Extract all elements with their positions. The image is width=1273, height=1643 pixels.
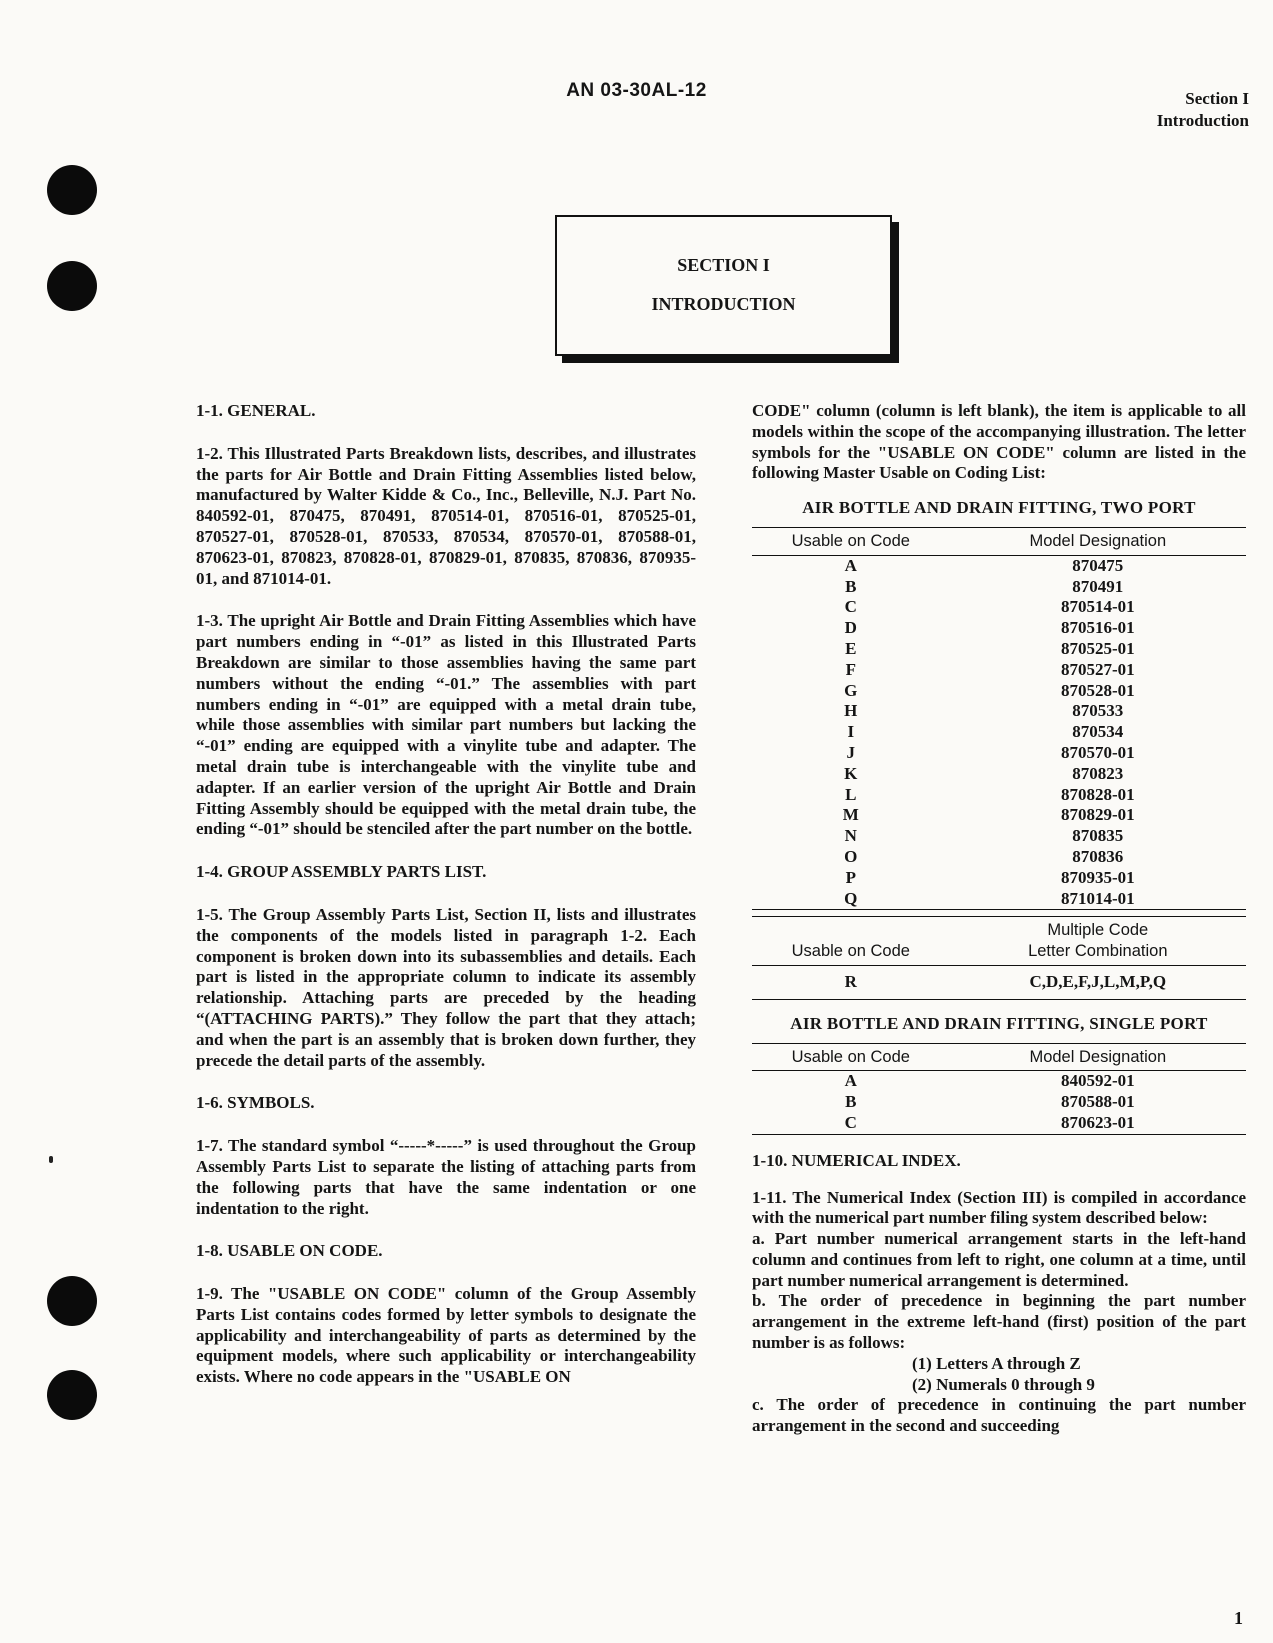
table-cell: 870528-01 <box>1060 680 1135 700</box>
table-two-port-title: AIR BOTTLE AND DRAIN FITTING, TWO PORT <box>802 498 1196 518</box>
table-body <box>752 1071 1246 1134</box>
list-subitem-b2: (2) Numerals 0 through 9 <box>912 1374 1095 1394</box>
table-row <box>752 618 1246 639</box>
table-row <box>752 965 1246 999</box>
table-cell: B <box>845 1092 857 1112</box>
table-row <box>752 743 1246 764</box>
para-1-7: 1-7. The standard symbol “-----*-----” is used throughout the Group Assembly Parts List to separate the listing of attaching parts from the following parts that have the same indentation or one indentation to the right. <box>196 1136 696 1218</box>
table-header: Usable on Code <box>752 1043 950 1071</box>
table-row <box>752 722 1246 743</box>
table-cell: G <box>844 680 858 700</box>
margin-mark <box>49 1156 53 1163</box>
para-1-4: 1-4. GROUP ASSEMBLY PARTS LIST. <box>196 862 487 882</box>
table-row <box>752 577 1246 598</box>
table-cell: B <box>845 576 857 596</box>
table-cell: D <box>844 618 857 638</box>
table-body <box>752 555 1246 910</box>
table-row <box>752 826 1246 847</box>
para-1-3: 1-3. The upright Air Bottle and Drain Fitting Assemblies which have part numbers ending in “-01” as listed in this Illustrated Parts Breakdown are similar to those assemblies having the same part numbers without the ending “-01.” The assemblies with part numbers ending in “-01” are equipped with a metal drain tube, while those assemblies with similar part numbers but lacking the “-01” ending are equipped with a vinylite tube and adapter. The metal drain tube is interchangeable with the vinylite tube and adapter. If an earlier version of the upright Air Bottle and Drain Fitting Assembly should be equipped with the metal drain tube, the ending “-01” should be stenciled after the part number on the bottle. <box>196 611 696 839</box>
table-row <box>752 660 1246 681</box>
table-cell: 870527-01 <box>1060 659 1135 679</box>
table-header <box>950 917 1246 966</box>
section-subtitle: INTRODUCTION <box>651 294 796 314</box>
table-cell: 870835 <box>1072 826 1124 846</box>
table-cell: 870828-01 <box>1060 784 1135 804</box>
table-header: Usable on Code <box>752 917 950 966</box>
list-item-a: a. Part number numerical arrangement starts in the left-hand column and continues from left to right, one column at a time, until part number numerical arrangement is determined. <box>752 1229 1246 1290</box>
table-cell: R <box>752 965 950 999</box>
section-title-box <box>555 215 892 356</box>
table-cell: E <box>845 638 857 658</box>
table-cell: 870514-01 <box>1060 597 1135 617</box>
table-row <box>752 1113 1246 1134</box>
table-cell: C <box>752 1113 950 1134</box>
binder-hole <box>47 1276 97 1326</box>
table-cell: 870829-01 <box>1060 805 1135 825</box>
list-item-b: b. The order of precedence in beginning the part number arrangement in the extreme left-hand (first) position of the part number is as follows: <box>752 1291 1246 1353</box>
page-number: 1 <box>1234 1608 1243 1628</box>
document-id: AN 03-30AL-12 <box>566 80 707 101</box>
left-column <box>196 401 696 1388</box>
table-cell: 870534 <box>1072 722 1124 742</box>
table-cell: F <box>845 659 856 679</box>
table-cell: 870588-01 <box>1060 1092 1135 1112</box>
table-cell: A <box>844 1071 857 1091</box>
para-1-1: 1-1. GENERAL. <box>196 401 316 420</box>
table-row <box>752 701 1246 722</box>
table-row <box>752 785 1246 806</box>
binder-hole <box>47 1370 97 1420</box>
section-sublabel: Introduction <box>1156 111 1249 130</box>
table-cell: 870836 <box>1072 846 1124 866</box>
para-1-9-continued: CODE" column (column is left blank), the item is applicable to all models within the scope of the accompanying illustration. The letter symbols for the "USABLE ON CODE" column are listed in the following Master Usable on Coding List: <box>752 401 1246 483</box>
table-cell: K <box>844 763 858 783</box>
table-row <box>752 597 1246 618</box>
table-header-line: Letter Combination <box>1028 942 1168 961</box>
para-1-6: 1-6. SYMBOLS. <box>196 1093 315 1113</box>
table-row <box>752 1092 1246 1113</box>
table-cell: 870525-01 <box>1060 638 1135 658</box>
binder-hole <box>47 261 97 311</box>
table-cell: C <box>844 597 857 617</box>
table-single-port-title: AIR BOTTLE AND DRAIN FITTING, SINGLE PORT <box>790 1013 1208 1033</box>
table-cell: 871014-01 <box>950 889 1246 910</box>
table-cell: 870823 <box>1072 763 1124 783</box>
table-cell: 870516-01 <box>1060 618 1135 638</box>
table-cell: 840592-01 <box>1060 1071 1135 1091</box>
table-cell: O <box>844 846 858 866</box>
para-1-9: 1-9. The "USABLE ON CODE" column of the Group Assembly Parts List contains codes formed by letter symbols to designate the applicability and interchangeability of parts as determined by the equipment models, where such applicability or interchangeability exists. Where no code appears in the "USABLE ON <box>196 1284 696 1387</box>
table-cell: Q <box>752 889 950 910</box>
right-column <box>752 401 1246 1437</box>
table-header: Usable on Code <box>752 527 950 555</box>
table-cell: I <box>847 722 855 742</box>
table-row <box>752 681 1246 702</box>
table-cell: 870623-01 <box>950 1113 1246 1134</box>
table-row <box>752 555 1246 576</box>
table-cell: 870570-01 <box>1060 742 1135 762</box>
table-row <box>752 847 1246 868</box>
table-cell: 870491 <box>1072 576 1124 596</box>
table-cell: 870533 <box>1072 701 1124 721</box>
table-header-line: Multiple Code <box>1047 921 1149 940</box>
table-cell: A <box>844 555 857 575</box>
table-cell: N <box>844 826 857 846</box>
para-1-11: 1-11. The Numerical Index (Section III) is compiled in accordance with the numerical part number filing system described below: <box>752 1187 1246 1228</box>
table-row <box>752 1071 1246 1092</box>
table-cell: P <box>845 867 856 887</box>
para-1-2: 1-2. This Illustrated Parts Breakdown lists, describes, and illustrates the parts for Air Bottle and Drain Fitting Assemblies listed below, manufactured by Walter Kidde & Co., Inc., Belleville, N.J. Part No. 840592-01, 870475, 870491, 870514-01, 870516-01, 870525-01, 870527-01, 870528-01, 870533, 870534, 870570-01, 870588-01, 870623-01, 870823, 870828-01, 870829-01, 870835, 870836, 870935-01, and 871014-01. <box>196 443 696 588</box>
section-header <box>1157 88 1249 132</box>
list-subitem-b1: (1) Letters A through Z <box>912 1353 1081 1373</box>
para-1-8: 1-8. USABLE ON CODE. <box>196 1241 383 1261</box>
table-row <box>752 764 1246 785</box>
table-cell: C,D,E,F,J,L,M,P,Q <box>950 965 1246 999</box>
binder-hole <box>47 165 97 215</box>
table-header: Model Designation <box>950 1043 1246 1071</box>
table-row <box>752 889 1246 910</box>
para-1-10: 1-10. NUMERICAL INDEX. <box>752 1150 961 1170</box>
table-cell: M <box>842 805 859 825</box>
table-row <box>752 868 1246 889</box>
table-cell: J <box>846 742 856 762</box>
table-header: Model Designation <box>950 527 1246 555</box>
table-cell: H <box>844 701 858 721</box>
table-cell: L <box>845 784 857 804</box>
table-two-port <box>752 527 1246 910</box>
table-single-port <box>752 1043 1246 1135</box>
list-item-c: c. The order of precedence in continuing the part number arrangement in the second and succeeding <box>752 1395 1246 1436</box>
table-cell: 870475 <box>1072 555 1124 575</box>
table-row <box>752 805 1246 826</box>
para-1-5: 1-5. The Group Assembly Parts List, Section II, lists and illustrates the components of the models listed in paragraph 1-2. Each component is broken down into its subassemblies and details. Each part is listed in the appropriate column to indicate its assembly relationship. Attaching parts are preceded by the heading “(ATTACHING PARTS).” They follow the part that they attach; and when the part is an assembly that is broken down further, they precede the detail parts of the assembly. <box>196 904 696 1070</box>
table-row <box>752 639 1246 660</box>
section-title: SECTION I <box>677 255 770 275</box>
table-multiple-code <box>752 916 1246 999</box>
section-label: Section I <box>1185 89 1249 108</box>
table-cell: 870935-01 <box>1060 867 1135 887</box>
